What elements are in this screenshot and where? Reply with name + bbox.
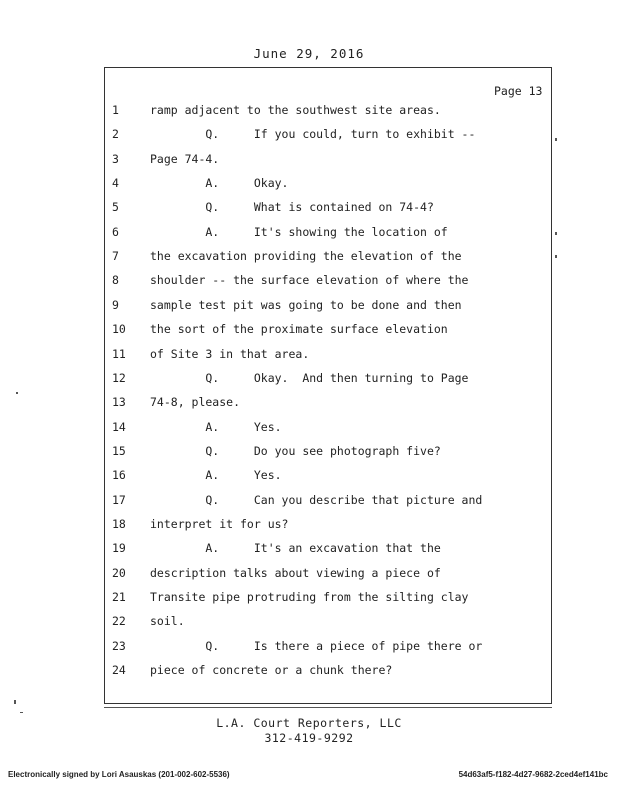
page-label: Page 13: [494, 84, 543, 98]
line-number: 11: [112, 346, 126, 361]
transcript-line-text: A. Okay.: [150, 176, 289, 191]
transcript-line-text: Q. Do you see photograph five?: [150, 443, 441, 458]
frame-bottom-rule: [104, 707, 552, 708]
line-number: 10: [112, 322, 126, 337]
transcript-line-text: Transite pipe protruding from the silting clay: [150, 590, 469, 604]
transcript-line-text: 74-8, please.: [150, 395, 241, 410]
transcript-line-text: of Site 3 in that area.: [150, 346, 310, 361]
transcript-line-text: the sort of the proximate surface elevation: [150, 322, 448, 337]
transcript-line-text: Q. Okay. And then turning to Page: [150, 370, 469, 385]
transcript-line-text: the excavation providing the elevation of the: [150, 249, 462, 264]
line-number: 16: [112, 468, 126, 483]
transcript-line-text: soil.: [150, 614, 185, 629]
line-number: 14: [112, 419, 126, 434]
page-date-header: June 29, 2016: [253, 46, 365, 61]
transcript-line-text: Page 74-4.: [150, 151, 220, 166]
transcript-line-text: sample test pit was going to be done and then: [150, 297, 462, 312]
transcript-line-text: interpret it for us?: [150, 516, 289, 531]
line-number: 9: [112, 297, 119, 312]
line-number: 5: [112, 200, 119, 215]
scan-speck: [20, 712, 23, 713]
footer-company: L.A. Court Reporters, LLC: [216, 716, 402, 730]
line-number: 7: [112, 249, 119, 264]
line-number: 21: [112, 590, 126, 604]
transcript-line-text: ramp adjacent to the southwest site areas.: [150, 103, 441, 117]
line-number: 17: [112, 492, 126, 507]
line-number: 24: [112, 663, 126, 678]
scan-speck: [555, 138, 557, 141]
transcript-line-text: A. Yes.: [150, 419, 282, 434]
line-number: 3: [112, 151, 119, 166]
line-number: 23: [112, 638, 126, 653]
scan-speck: [555, 255, 557, 258]
line-number: 20: [112, 565, 126, 580]
line-number: 19: [112, 541, 126, 556]
transcript-line-text: shoulder -- the surface elevation of where the: [150, 273, 469, 288]
footer-phone: 312-419-9292: [264, 731, 354, 745]
transcript-line-text: Q. If you could, turn to exhibit --: [150, 127, 476, 142]
transcript-line-text: Q. Can you describe that picture and: [150, 492, 483, 507]
transcript-line-text: Q. What is contained on 74-4?: [150, 200, 434, 215]
line-number: 1: [112, 103, 119, 117]
line-number: 22: [112, 614, 126, 629]
transcript-line-text: piece of concrete or a chunk there?: [150, 663, 393, 678]
line-number: 13: [112, 395, 126, 410]
scan-speck: [16, 392, 18, 394]
transcript-line-text: A. It's showing the location of: [150, 224, 448, 239]
scan-speck: [555, 232, 557, 235]
line-number: 8: [112, 273, 119, 288]
scan-speck: [14, 700, 16, 704]
line-number: 4: [112, 176, 119, 191]
electronic-signature: Electronically signed by Lori Asauskas (201-002-602-5536): [8, 770, 230, 779]
line-number: 15: [112, 443, 126, 458]
line-number: 6: [112, 224, 119, 239]
transcript-line-text: description talks about viewing a piece of: [150, 565, 441, 580]
transcript-line-text: A. Yes.: [150, 468, 282, 483]
line-number: 12: [112, 370, 126, 385]
transcript-line-text: Q. Is there a piece of pipe there or: [150, 638, 483, 653]
document-hash: 54d63af5-f182-4d27-9682-2ced4ef141bc: [458, 770, 608, 779]
line-number: 18: [112, 516, 126, 531]
transcript-line-text: A. It's an excavation that the: [150, 541, 441, 556]
line-number: 2: [112, 127, 119, 142]
